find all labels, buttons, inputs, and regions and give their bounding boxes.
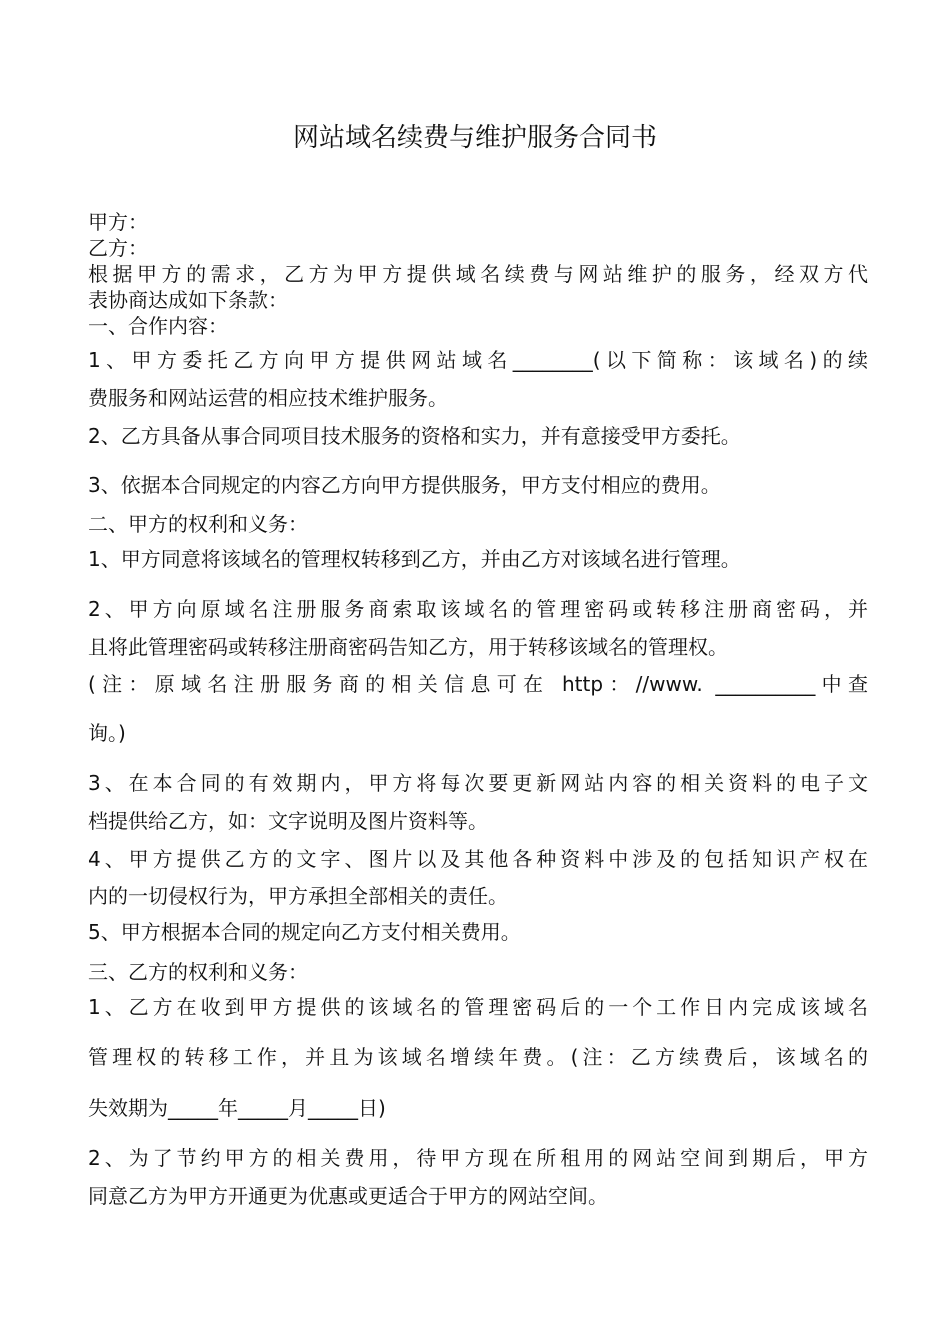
section-3-heading: 三、乙方的权利和义务： [88, 960, 308, 984]
section-1-item-3: 3、依据本合同规定的内容乙方向甲方提供服务，甲方支付相应的费用。 [88, 473, 721, 497]
section-1-item-1-line-2: 费服务和网站运营的相应技术维护服务。 [88, 386, 448, 410]
section-3-item-1-line-1: 1、乙方在收到甲方提供的该域名的管理密码后的一个工作日内完成该域名 [88, 995, 868, 1019]
section-3-item-2-line-1: 2、为了节约甲方的相关费用，待甲方现在所租用的网站空间到期后，甲方 [88, 1146, 868, 1170]
section-2-item-2-line-2: 且将此管理密码或转移注册商密码告知乙方，用于转移该域名的管理权。 [88, 635, 728, 659]
section-1-heading: 一、合作内容： [88, 314, 228, 338]
document-title: 网站域名续费与维护服务合同书 [292, 123, 657, 153]
section-2-item-2-line-1: 2、甲方向原域名注册服务商索取该域名的管理密码或转移注册商密码，并 [88, 597, 868, 621]
section-2-item-4-line-1: 4、甲方提供乙方的文字、图片以及其他各种资料中涉及的包括知识产权在 [88, 847, 868, 871]
party-a-line: 甲方： [88, 210, 148, 234]
section-2-item-5: 5、甲方根据本合同的规定向乙方支付相关费用。 [88, 920, 521, 944]
section-2-note-line-2: 询。) [88, 721, 126, 745]
section-3-item-2-line-2: 同意乙方为甲方开通更为优惠或更适合于甲方的网站空间。 [88, 1184, 608, 1208]
section-3-item-1-line-3: 失效期为_____年_____月_____日) [88, 1096, 386, 1120]
section-1-item-2: 2、乙方具备从事合同项目技术服务的资格和实力，并有意接受甲方委托。 [88, 424, 741, 448]
section-2-item-3-line-2: 档提供给乙方，如：文字说明及图片资料等。 [88, 809, 488, 833]
section-1-item-1-line-1: 1、甲方委托乙方向甲方提供网站域名________(以下简称：该域名)的续 [88, 348, 868, 372]
intro-line-1: 根据甲方的需求，乙方为甲方提供域名续费与网站维护的服务，经双方代 [88, 262, 868, 286]
section-2-note-line-1: (注：原域名注册服务商的相关信息可在 http：//www. __________中查 [88, 672, 868, 696]
intro-line-2: 表协商达成如下条款： [88, 288, 288, 312]
section-2-item-1: 1、甲方同意将该域名的管理权转移到乙方，并由乙方对该域名进行管理。 [88, 547, 741, 571]
section-2-item-3-line-1: 3、在本合同的有效期内，甲方将每次要更新网站内容的相关资料的电子文 [88, 771, 868, 795]
section-3-item-1-line-2: 管理权的转移工作，并且为该域名增续年费。(注：乙方续费后，该域名的 [88, 1045, 868, 1069]
party-b-line: 乙方： [88, 236, 148, 260]
section-2-heading: 二、甲方的权利和义务： [88, 512, 308, 536]
section-2-item-4-line-2: 内的一切侵权行为，甲方承担全部相关的责任。 [88, 884, 508, 908]
